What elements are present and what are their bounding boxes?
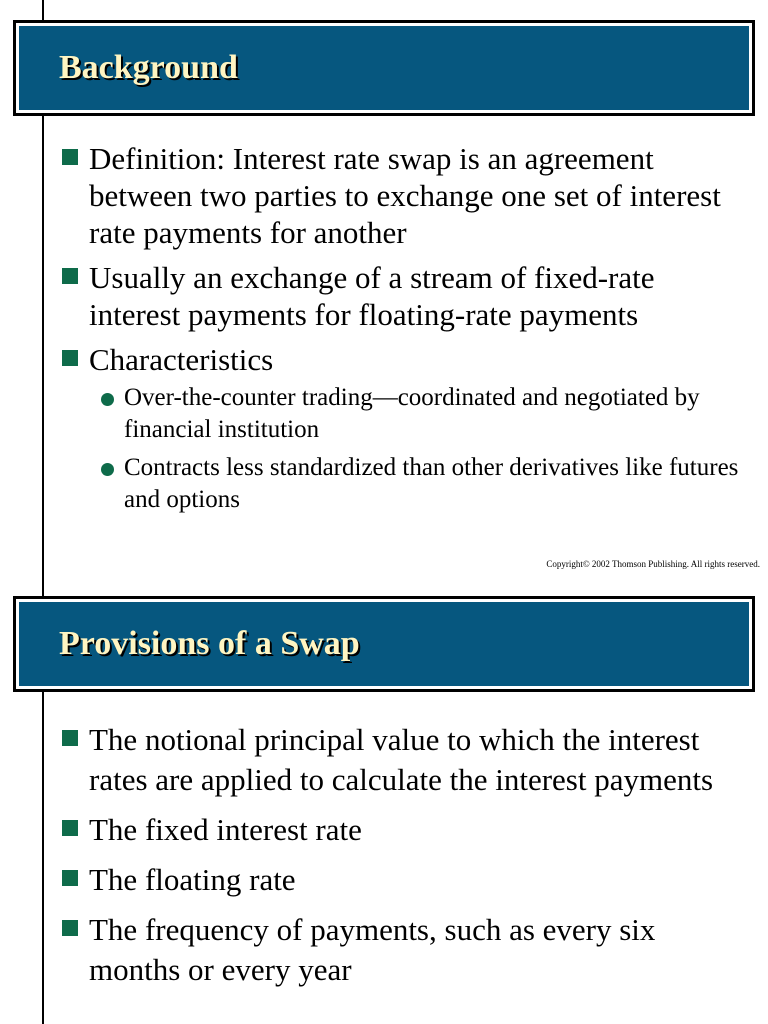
square-bullet-icon <box>62 730 78 746</box>
bullet-text: The floating rate <box>89 862 296 897</box>
slide-2-bullet <box>60 910 740 990</box>
slide-1-title-bar <box>13 20 755 116</box>
slide-1-bullet <box>60 140 740 251</box>
slide-2-bullet <box>60 810 740 850</box>
round-bullet-icon <box>101 393 114 406</box>
sub-bullet <box>99 382 740 446</box>
bullet-text: The frequency of payments, such as every six months or every year <box>89 912 656 987</box>
sub-bullet-list <box>89 382 740 516</box>
page-divider-line <box>42 0 44 1024</box>
bullet-text: Usually an exchange of a stream of fixed-rate interest payments for floating-rate payments <box>89 260 655 332</box>
slide-1-bullet <box>60 341 740 516</box>
bullet-text: Definition: Interest rate swap is an agreement between two parties to exchange one set of interest rate payments for another <box>89 141 721 250</box>
sub-bullet-text: Over-the-counter trading—coordinated and negotiated by financial institution <box>124 384 700 443</box>
square-bullet-icon <box>62 268 78 284</box>
square-bullet-icon <box>62 870 78 886</box>
square-bullet-icon <box>62 820 78 836</box>
bullet-text: The fixed interest rate <box>89 812 362 847</box>
bullet-text: Characteristics <box>89 342 274 377</box>
slide-2-title: Provisions of a Swap <box>59 625 360 662</box>
bullet-text: The notional principal value to which the interest rates are applied to calculate the interest payments <box>89 722 714 797</box>
slide-1-bullet <box>60 259 740 333</box>
slide-1-title: Background <box>59 49 238 86</box>
sub-bullet-text: Contracts less standardized than other derivatives like futures and options <box>124 454 739 513</box>
sub-bullet <box>99 452 740 516</box>
round-bullet-icon <box>101 463 114 476</box>
slide-2-bullet-list <box>60 720 740 1000</box>
square-bullet-icon <box>62 350 78 366</box>
slide-1-bullet-list <box>60 140 740 524</box>
copyright-notice: Copyright© 2002 Thomson Publishing. All rights reserved. <box>546 559 760 569</box>
square-bullet-icon <box>62 920 78 936</box>
slide-2-title-bar <box>13 596 755 692</box>
slide-2-bullet <box>60 720 740 800</box>
slide-2-bullet <box>60 860 740 900</box>
square-bullet-icon <box>62 149 78 165</box>
